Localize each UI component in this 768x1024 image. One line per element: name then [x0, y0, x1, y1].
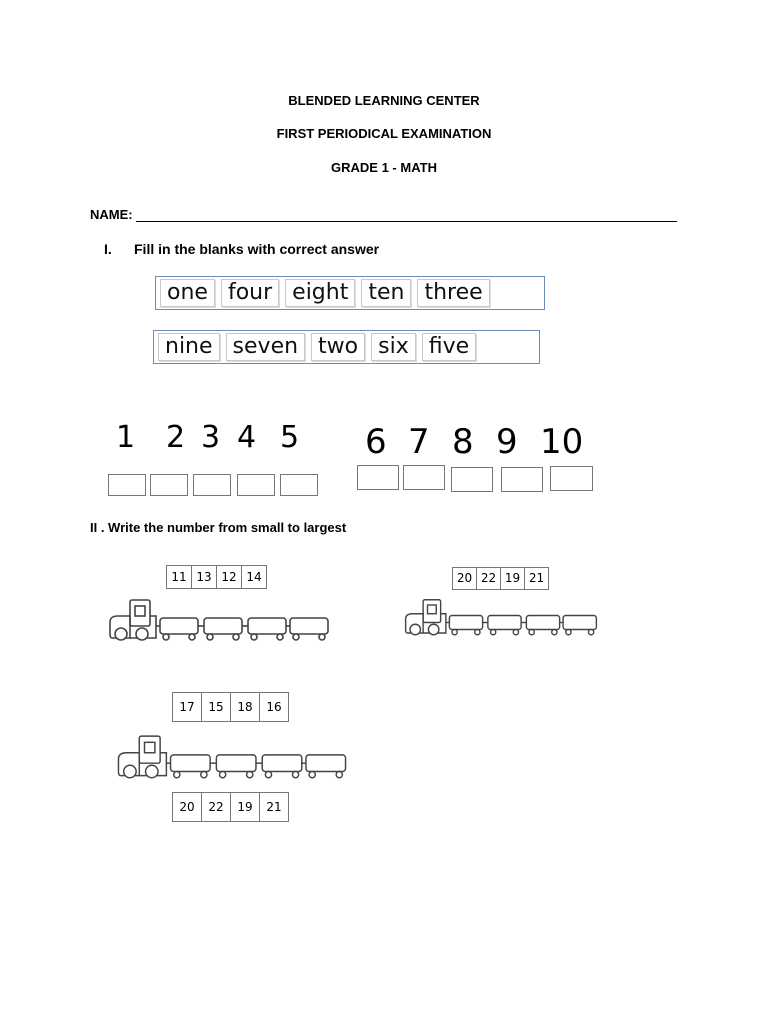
train-illustration-3: [108, 734, 356, 784]
word-card: three: [417, 279, 489, 307]
section-1-number: I.: [104, 241, 112, 257]
word-card: seven: [226, 333, 306, 361]
digit-label: 3: [201, 420, 221, 455]
answer-blank[interactable]: [451, 467, 493, 492]
number-cell: 21: [266, 800, 282, 814]
number-box-group-4: [172, 792, 289, 822]
digit-label: 2: [166, 420, 186, 455]
number-cell: 20: [453, 568, 477, 589]
digit-label: 9: [496, 422, 518, 462]
number-cell: 17: [173, 693, 202, 721]
word-card: one: [160, 279, 215, 307]
number-box-group-3: [172, 692, 289, 722]
word-card: two: [311, 333, 365, 361]
answer-blank[interactable]: [150, 474, 188, 496]
word-card: four: [221, 279, 279, 307]
answer-blank[interactable]: [403, 465, 445, 490]
digit-label: 1: [116, 420, 136, 455]
number-box-group-2: [452, 567, 549, 590]
number-cell: 19: [501, 568, 525, 589]
number-cell: 19: [231, 793, 260, 821]
word-card: nine: [158, 333, 220, 361]
school-name: BLENDED LEARNING CENTER: [288, 93, 480, 108]
number-cell: 21: [528, 571, 545, 585]
word-card: ten: [361, 279, 411, 307]
word-card: eight: [285, 279, 355, 307]
answer-blank[interactable]: [550, 466, 593, 491]
section-1-title: Fill in the blanks with correct answer: [134, 241, 380, 257]
number-cell: 14: [246, 570, 262, 584]
number-cell: 22: [477, 568, 501, 589]
subject-title: GRADE 1 - MATH: [331, 160, 437, 175]
train-illustration-2: [400, 598, 602, 640]
word-card: five: [422, 333, 476, 361]
word-card: six: [371, 333, 416, 361]
digit-label: 5: [280, 420, 300, 455]
number-cell: 16: [266, 700, 282, 714]
word-bank-row-1: [155, 276, 545, 310]
number-cell: 12: [217, 566, 242, 588]
name-field[interactable]: [90, 207, 677, 222]
number-cell: 18: [231, 693, 260, 721]
digit-label: 8: [452, 422, 474, 462]
answer-blank[interactable]: [357, 465, 399, 490]
digit-label: 6: [365, 422, 387, 462]
name-blank-line[interactable]: [136, 209, 677, 222]
answer-blank[interactable]: [108, 474, 146, 496]
answer-blank[interactable]: [280, 474, 318, 496]
answer-blank[interactable]: [237, 474, 275, 496]
name-label: NAME:: [90, 207, 133, 222]
number-cell: 11: [167, 566, 192, 588]
digit-label: 4: [237, 420, 257, 455]
number-cell: 13: [192, 566, 217, 588]
number-cell: 15: [202, 693, 231, 721]
number-cell: 22: [202, 793, 231, 821]
word-bank-row-2: [153, 330, 540, 364]
exam-title: FIRST PERIODICAL EXAMINATION: [276, 126, 492, 141]
number-cell: 20: [173, 793, 202, 821]
section-2-title: II . Write the number from small to largest: [90, 520, 347, 535]
answer-blank[interactable]: [193, 474, 231, 496]
section-1-heading: [104, 241, 379, 257]
digit-label: 10: [540, 422, 584, 462]
digit-label: 7: [408, 422, 430, 462]
number-box-group-1: [166, 565, 267, 589]
answer-blank[interactable]: [501, 467, 543, 492]
train-illustration-1: [108, 598, 330, 646]
